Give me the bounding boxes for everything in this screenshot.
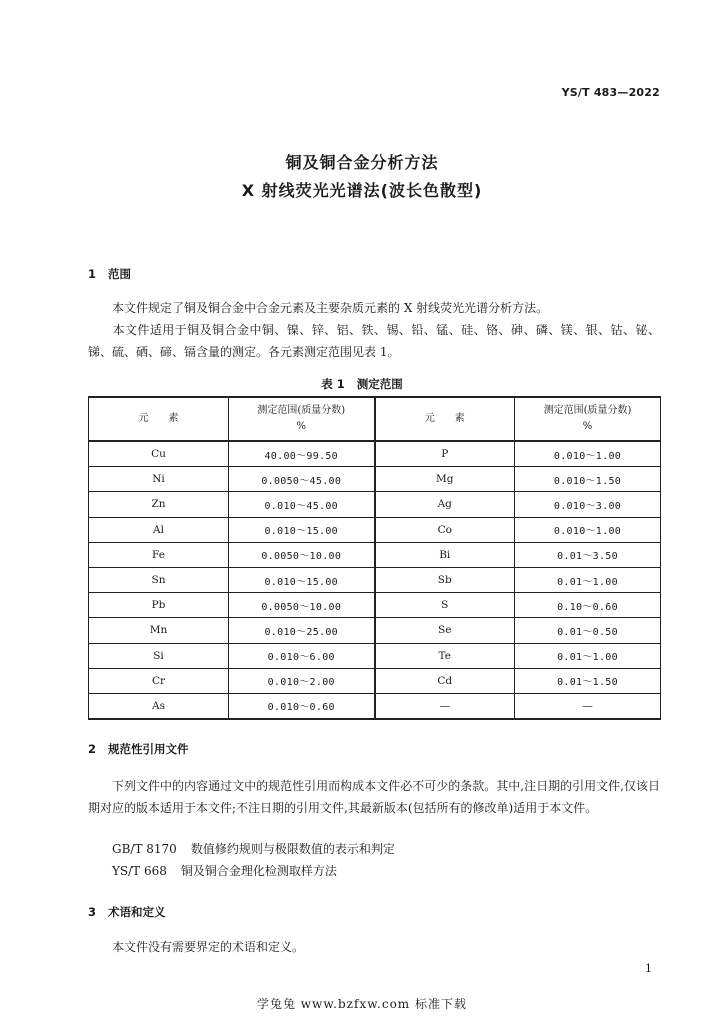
reference-code: YS/T 668 — [112, 864, 167, 878]
table-row — [89, 467, 661, 492]
range-cell: 0.010～3.00 — [515, 492, 661, 517]
header-range-1-unit: % — [296, 421, 306, 432]
range-cell: 0.010～1.00 — [515, 517, 661, 542]
reference-title: 铜及铜合金理化检测取样方法 — [180, 864, 337, 878]
element-cell: Cr — [89, 668, 229, 693]
table-row — [89, 643, 661, 668]
measurement-range-table — [88, 396, 661, 720]
range-cell: 0.010～45.00 — [229, 492, 375, 517]
section1-para1-text: 本文件规定了铜及铜合金中合金元素及主要杂质元素的 X 射线荧光光谱分析方法。 — [112, 301, 549, 315]
element-cell: Pb — [89, 593, 229, 618]
element-cell: Se — [375, 618, 515, 643]
range-cell: 0.010～15.00 — [229, 517, 375, 542]
footer-watermark: 学兔兔 www.bzfxw.com 标准下载 — [256, 997, 468, 1011]
section1-para2-text: 本文件适用于铜及铜合金中铜、镍、锌、铝、铁、锡、铅、锰、硅、铬、砷、磷、镁、银、钴、铋、锑、硫、硒、碲、镉含量的测定。各元素测定范围见表 1。 — [88, 323, 660, 359]
table-row — [89, 492, 661, 517]
section1-paragraph1 — [88, 297, 660, 319]
range-cell: 0.0050～45.00 — [229, 467, 375, 492]
element-cell: Fe — [89, 542, 229, 567]
section1-paragraph2 — [88, 319, 660, 363]
element-cell: Sn — [89, 567, 229, 592]
element-cell: P — [375, 441, 515, 467]
document-title-line1: 铜及铜合金分析方法 — [285, 153, 439, 172]
element-cell: Al — [89, 517, 229, 542]
reference-title: 数值修约规则与极限数值的表示和判定 — [190, 842, 395, 856]
range-cell: 0.010～15.00 — [229, 567, 375, 592]
range-cell: 0.010～25.00 — [229, 618, 375, 643]
section3-number: 3 — [88, 905, 97, 919]
section3-para-text: 本文件没有需要界定的术语和定义。 — [112, 940, 305, 954]
range-cell: 0.010～6.00 — [229, 643, 375, 668]
header-element-2: 元 素 — [375, 397, 515, 441]
range-cell: 40.00～99.50 — [229, 441, 375, 467]
header-range-2 — [515, 397, 661, 441]
table-row — [89, 542, 661, 567]
section1-heading — [88, 266, 131, 282]
section3-title: 术语和定义 — [108, 905, 166, 919]
element-cell: Mg — [375, 467, 515, 492]
element-cell: Co — [375, 517, 515, 542]
range-cell: 0.01～1.00 — [515, 567, 661, 592]
table-caption-title: 测定范围 — [356, 377, 403, 391]
element-cell: Zn — [89, 492, 229, 517]
table-row — [89, 668, 661, 693]
element-cell: Ni — [89, 467, 229, 492]
header-range-2-unit: % — [582, 421, 593, 432]
section2-title: 规范性引用文件 — [108, 742, 189, 756]
element-cell: Cu — [89, 441, 229, 467]
range-cell: 0.010～1.50 — [515, 467, 661, 492]
table-header-row — [89, 397, 661, 441]
table-row — [89, 517, 661, 542]
range-cell: 0.01～3.50 — [515, 542, 661, 567]
table-row — [89, 693, 661, 719]
element-cell: Cd — [375, 668, 515, 693]
range-cell: 0.0050～10.00 — [229, 593, 375, 618]
range-cell: 0.10～0.60 — [515, 593, 661, 618]
section2-heading — [88, 741, 189, 757]
normative-reference-2 — [112, 862, 337, 879]
document-title-line2: X 射线荧光光谱法(波长色散型) — [241, 181, 483, 200]
section3-paragraph — [88, 936, 660, 958]
table-row — [89, 593, 661, 618]
table-caption — [0, 376, 724, 392]
element-cell: S — [375, 593, 515, 618]
range-cell: — — [515, 693, 661, 719]
range-cell: 0.0050～10.00 — [229, 542, 375, 567]
reference-code: GB/T 8170 — [112, 842, 177, 856]
section3-heading — [88, 904, 166, 920]
section2-number: 2 — [88, 742, 97, 756]
header-range-1-label: 测定范围(质量分数) — [257, 405, 346, 416]
section2-paragraph — [88, 775, 660, 819]
table-row — [89, 567, 661, 592]
section1-title: 范围 — [108, 267, 131, 281]
section1-number: 1 — [88, 267, 97, 281]
range-cell: 0.01～0.50 — [515, 618, 661, 643]
table-row — [89, 441, 661, 467]
range-cell: 0.010～0.60 — [229, 693, 375, 719]
element-cell: Bi — [375, 542, 515, 567]
range-cell: 0.010～2.00 — [229, 668, 375, 693]
element-cell: Si — [89, 643, 229, 668]
normative-reference-1 — [112, 840, 395, 857]
header-range-2-label: 测定范围(质量分数) — [543, 405, 632, 416]
table-caption-label: 表 1 — [321, 377, 345, 391]
page-number: 1 — [645, 962, 652, 975]
element-cell: — — [375, 693, 515, 719]
element-cell: Te — [375, 643, 515, 668]
element-cell: Sb — [375, 567, 515, 592]
element-cell: Mn — [89, 618, 229, 643]
element-cell: As — [89, 693, 229, 719]
element-cell: Ag — [375, 492, 515, 517]
header-range-1 — [229, 397, 375, 441]
section2-para-text: 下列文件中的内容通过文中的规范性引用而构成本文件必不可少的条款。其中,注日期的引用文件,仅该日期对应的版本适用于本文件;不注日期的引用文件,其最新版本(包括所有的修改单)适用于本文件。 — [88, 779, 660, 815]
range-cell: 0.01～1.00 — [515, 643, 661, 668]
header-element-1: 元 素 — [89, 397, 229, 441]
standard-code: YS/T 483—2022 — [561, 86, 660, 99]
table-row — [89, 618, 661, 643]
range-cell: 0.010～1.00 — [515, 441, 661, 467]
range-cell: 0.01～1.50 — [515, 668, 661, 693]
